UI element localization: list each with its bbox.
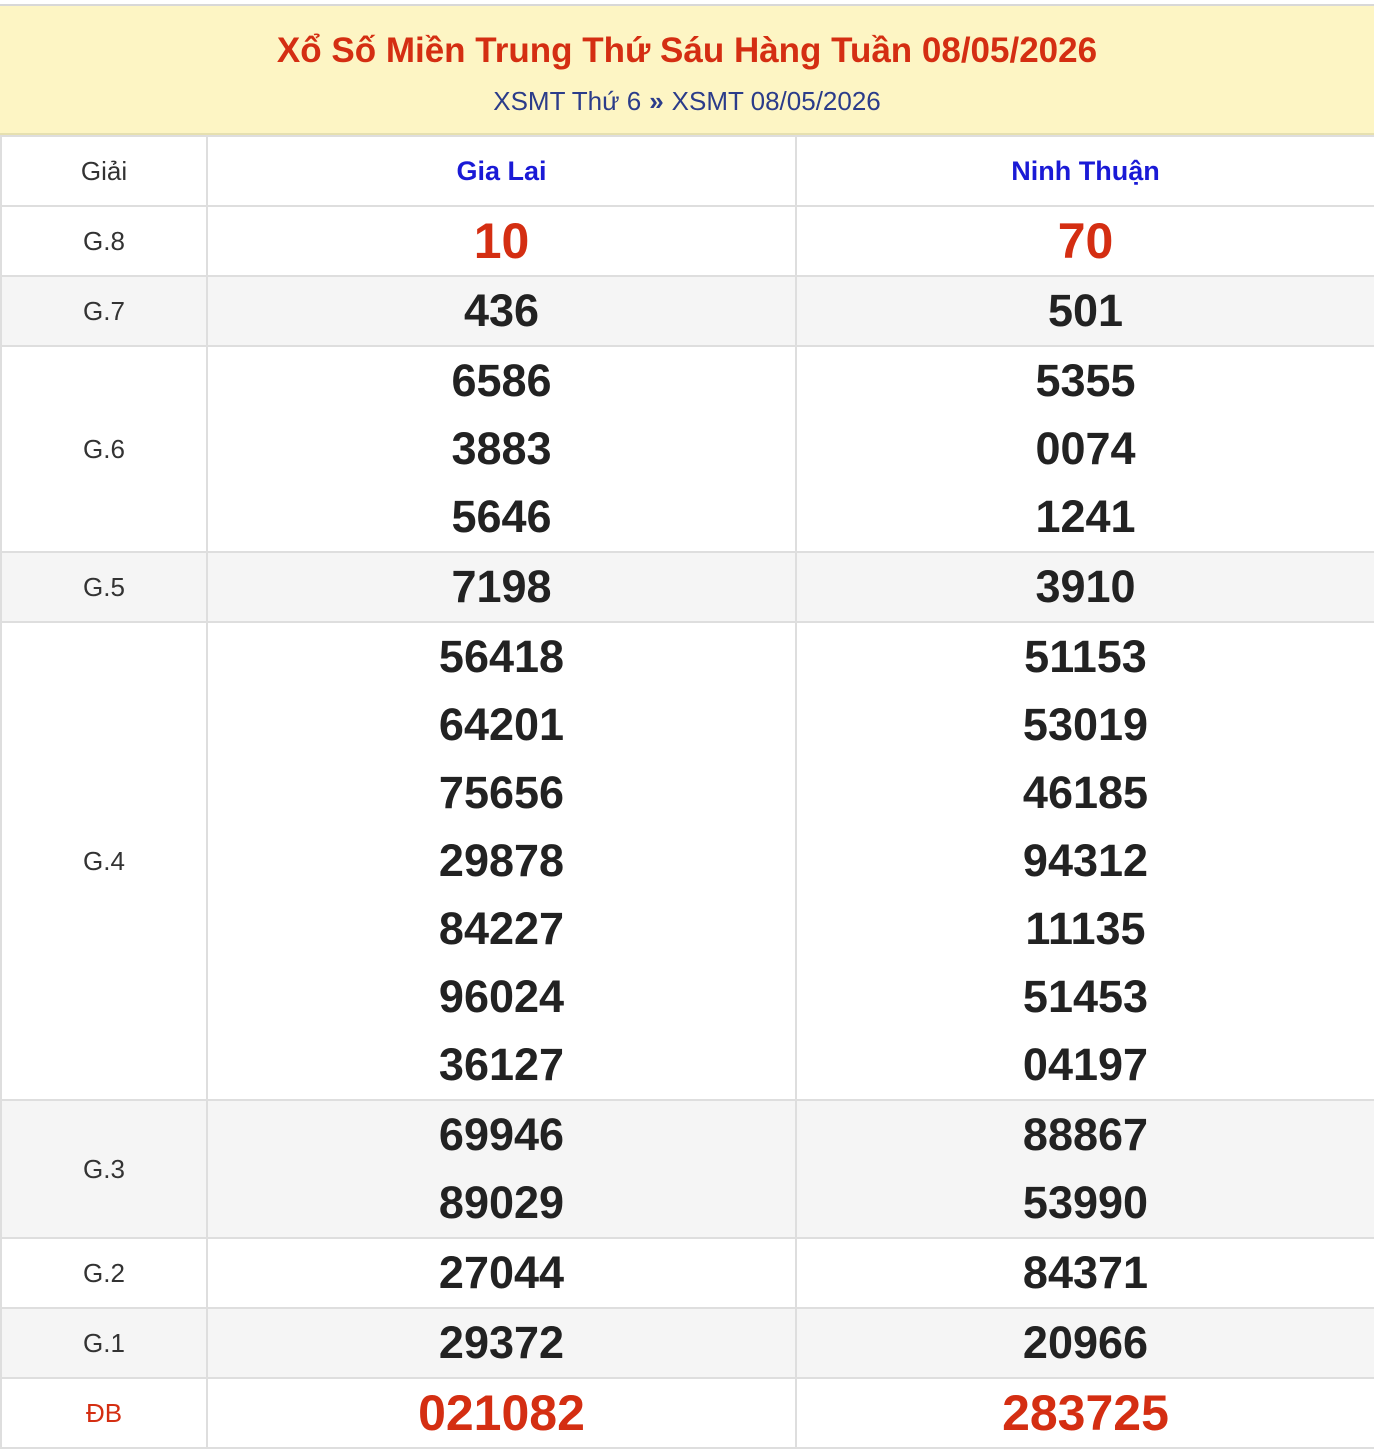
- prize-label: G.7: [1, 276, 207, 346]
- result-number: 0074: [1035, 423, 1136, 474]
- result-cell: [796, 1100, 1374, 1238]
- table-row: [1, 1238, 1374, 1308]
- result-number: 75656: [438, 767, 565, 818]
- breadcrumb-separator: »: [649, 86, 664, 116]
- table-row: [1, 622, 1374, 1100]
- result-cell: [207, 622, 796, 1100]
- table-row: [1, 1308, 1374, 1378]
- result-number: 5355: [1035, 355, 1136, 406]
- page-title: Xổ Số Miền Trung Thứ Sáu Hàng Tuần 08/05/2026: [276, 31, 1098, 70]
- prize-column-header: Giải: [1, 136, 207, 206]
- result-cell: [796, 346, 1374, 552]
- result-number: 89029: [438, 1177, 565, 1228]
- prize-label: G.5: [1, 552, 207, 622]
- result-cell: [796, 206, 1374, 276]
- table-row: [1, 1378, 1374, 1448]
- result-number: 29878: [438, 835, 565, 886]
- result-cell: [796, 1238, 1374, 1308]
- results-body: [1, 206, 1374, 1448]
- result-number: 501: [1047, 285, 1124, 336]
- prize-label: G.6: [1, 346, 207, 552]
- result-number: 51153: [1024, 631, 1147, 682]
- result-number: 46185: [1022, 767, 1149, 818]
- result-number: 36127: [438, 1039, 565, 1090]
- result-cell: [207, 206, 796, 276]
- result-number: 84227: [438, 903, 565, 954]
- result-number: 29372: [438, 1317, 565, 1368]
- result-number: 84371: [1022, 1247, 1149, 1298]
- result-cell: [796, 1378, 1374, 1448]
- result-number: 64201: [438, 699, 565, 750]
- result-cell: [207, 276, 796, 346]
- results-header: [0, 4, 1374, 135]
- table-row: [1, 346, 1374, 552]
- result-number: 04197: [1022, 1039, 1149, 1090]
- result-number: 88867: [1022, 1109, 1149, 1160]
- result-number: 53019: [1022, 699, 1149, 750]
- result-cell: [796, 552, 1374, 622]
- result-number: 10: [473, 213, 530, 269]
- results-panel: [0, 4, 1374, 1445]
- result-number: 7198: [451, 561, 552, 612]
- result-number: 96024: [438, 971, 565, 1022]
- result-cell: [207, 1308, 796, 1378]
- result-cell: [796, 276, 1374, 346]
- prize-label: G.3: [1, 1100, 207, 1238]
- result-number: 56418: [438, 631, 565, 682]
- result-number: 20966: [1022, 1317, 1149, 1368]
- result-number: 27044: [438, 1247, 565, 1298]
- province-header-ninh-thuan[interactable]: Ninh Thuận: [796, 136, 1374, 206]
- result-number: 3910: [1035, 561, 1136, 612]
- result-number: 283725: [1002, 1385, 1169, 1441]
- result-number: 51453: [1022, 971, 1149, 1022]
- result-cell: [207, 1378, 796, 1448]
- province-header-gia-lai[interactable]: Gia Lai: [207, 136, 796, 206]
- breadcrumb-link-weekday[interactable]: XSMT Thứ 6: [493, 86, 642, 116]
- breadcrumb: [0, 84, 1374, 118]
- result-number: 94312: [1022, 835, 1149, 886]
- result-number: 1241: [1035, 491, 1136, 542]
- result-number: 11135: [1025, 903, 1146, 954]
- table-row: [1, 552, 1374, 622]
- table-row: [1, 206, 1374, 276]
- prize-label: G.2: [1, 1238, 207, 1308]
- result-number: 53990: [1022, 1177, 1149, 1228]
- prize-label: G.4: [1, 622, 207, 1100]
- result-number: 5646: [451, 491, 552, 542]
- result-cell: [796, 622, 1374, 1100]
- result-number: 3883: [451, 423, 552, 474]
- prize-label: G.1: [1, 1308, 207, 1378]
- result-number: 70: [1057, 213, 1114, 269]
- result-cell: [207, 552, 796, 622]
- result-number: 021082: [418, 1385, 585, 1441]
- breadcrumb-link-date[interactable]: XSMT 08/05/2026: [671, 86, 881, 116]
- result-cell: [207, 1238, 796, 1308]
- result-number: 436: [463, 285, 540, 336]
- result-cell: [796, 1308, 1374, 1378]
- prize-label: G.8: [1, 206, 207, 276]
- table-header-row: [1, 136, 1374, 206]
- prize-label: ĐB: [1, 1378, 207, 1448]
- result-cell: [207, 346, 796, 552]
- table-row: [1, 276, 1374, 346]
- result-number: 69946: [438, 1109, 565, 1160]
- results-table: [0, 135, 1374, 1449]
- result-cell: [207, 1100, 796, 1238]
- result-number: 6586: [451, 355, 552, 406]
- table-row: [1, 1100, 1374, 1238]
